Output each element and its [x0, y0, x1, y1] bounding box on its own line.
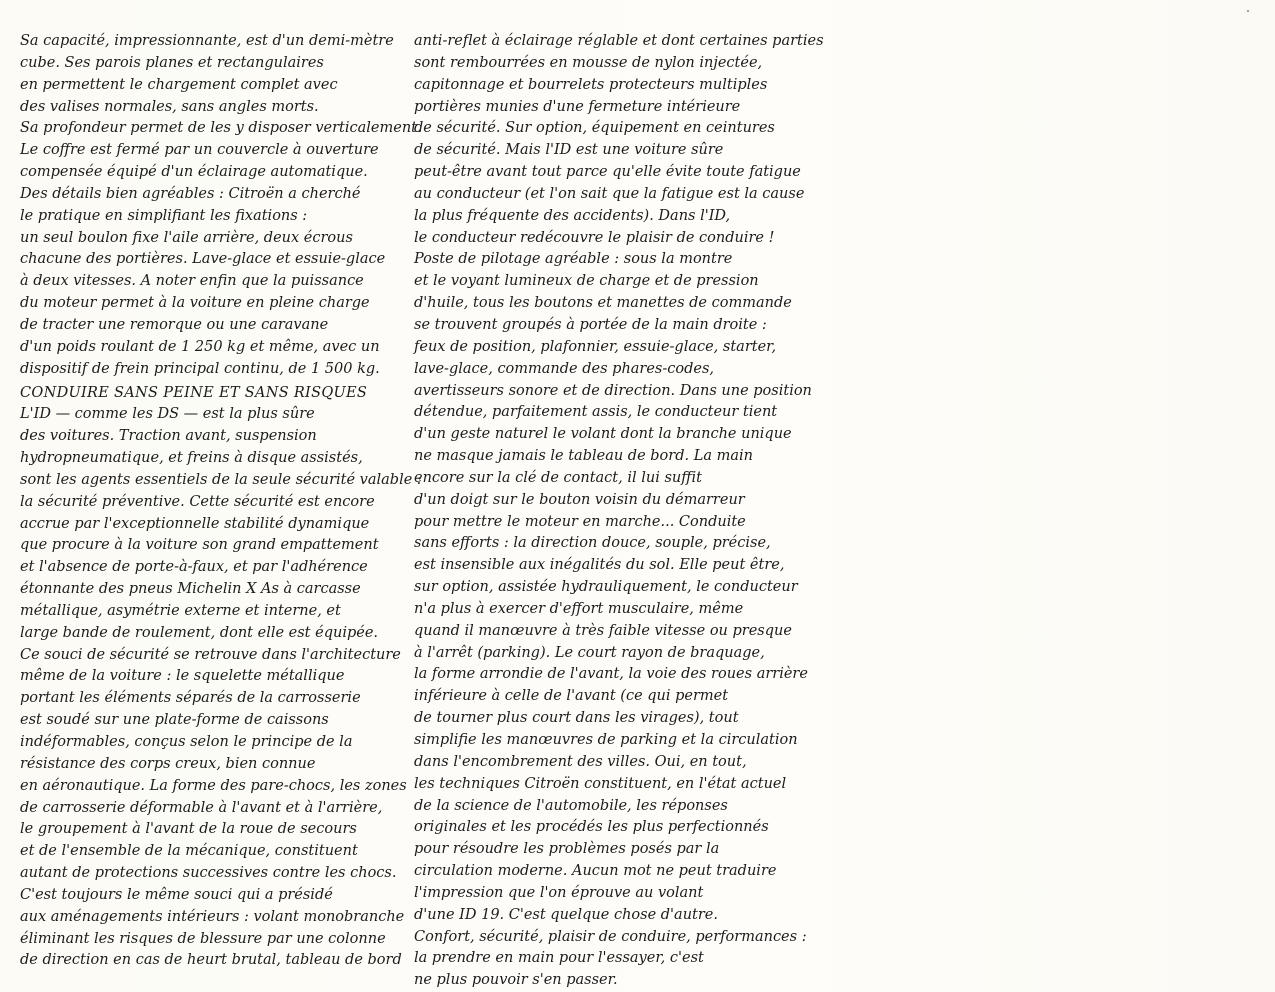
text-line: d'huile, tous les boutons et manettes de commande: [414, 295, 792, 312]
right-column-paragraph: [414, 31, 824, 992]
text-line: sans efforts : la direction douce, souple, précise,: [414, 535, 771, 552]
text-line: la plus fréquente des accidents). Dans l'ID,: [414, 207, 731, 224]
section-heading: CONDUIRE SANS PEINE ET SANS RISQUES: [20, 384, 368, 401]
text-line: Le coffre est fermé par un couvercle à ouverture: [20, 142, 379, 159]
left-column-paragraph: [20, 31, 422, 381]
text-line: étonnante des pneus Michelin X As à carcasse: [20, 581, 361, 598]
text-line: lave-glace, commande des phares-codes,: [414, 360, 715, 377]
text-line: se trouvent groupés à portée de la main droite :: [414, 316, 767, 333]
text-line: peut-être avant tout parce qu'elle évite toute fatigue: [414, 164, 801, 181]
text-line: de tracter une remorque ou une caravane: [20, 316, 329, 333]
text-line: la sécurité préventive. Cette sécurité est encore: [20, 493, 375, 510]
left-text-column: [20, 31, 422, 972]
text-line: de carrosserie déformable à l'avant et à l'arrière,: [20, 799, 383, 816]
text-line: quand il manœuvre à très faible vitesse ou presque: [414, 622, 792, 639]
text-line: et le voyant lumineux de charge et de pression: [414, 273, 759, 290]
text-line: Confort, sécurité, plaisir de conduire, performances :: [414, 928, 807, 945]
text-line: portant les éléments séparés de la carrosserie: [20, 690, 361, 707]
text-line: de sécurité. Mais l'ID est une voiture sûre: [414, 142, 724, 159]
text-line: au conducteur (et l'on sait que la fatigue est la cause: [414, 185, 805, 202]
text-line: dans l'encombrement des villes. Oui, en tout,: [414, 753, 747, 770]
text-line: indéformables, conçus selon le principe de la: [20, 734, 353, 750]
text-line: autant de protections successives contre les chocs.: [20, 865, 397, 882]
text-line: circulation moderne. Aucun mot ne peut traduire: [414, 863, 777, 880]
text-line: Sa profondeur permet de les y disposer verticalement.: [20, 120, 422, 137]
text-line: est insensible aux inégalités du sol. Elle peut être,: [414, 557, 785, 574]
text-line: compensée équipé d'un éclairage automatique.: [20, 164, 368, 181]
text-line: pour mettre le moteur en marche... Conduite: [414, 513, 746, 530]
text-line: C'est toujours le même souci qui a présidé: [20, 886, 333, 903]
text-line: de direction en cas de heurt brutal, tableau de bord: [20, 952, 402, 969]
text-line: des valises normales, sans angles morts.: [20, 98, 319, 115]
text-line: L'ID — comme les DS — est la plus sûre: [20, 406, 315, 423]
text-line: et l'absence de porte-à-faux, et par l'adhérence: [20, 559, 368, 576]
text-line: des voitures. Traction avant, suspension: [20, 428, 317, 445]
text-line: à l'arrêt (parking). Le court rayon de braquage,: [414, 644, 765, 661]
text-line: sont les agents essentiels de la seule sécurité valable :: [20, 471, 422, 488]
text-line: et de l'ensemble de la mécanique, constituent: [20, 843, 358, 860]
text-line: Ce souci de sécurité se retrouve dans l'architecture: [20, 646, 401, 663]
text-line: simplifie les manœuvres de parking et la circulation: [414, 732, 798, 748]
text-line: d'un geste naturel le volant dont la branche unique: [414, 426, 792, 443]
text-line: capitonnage et bourrelets protecteurs multiples: [414, 76, 768, 93]
text-line: en aéronautique. La forme des pare-chocs, les zones: [20, 777, 407, 794]
text-line: hydropneumatique, et freins à disque assistés,: [20, 450, 363, 467]
text-line: un seul boulon fixe l'aile arrière, deux écrous: [20, 229, 353, 246]
text-line: de la science de l'automobile, les réponses: [414, 797, 728, 814]
text-line: chacune des portières. Lave-glace et essuie-glace: [20, 251, 386, 268]
text-line: à deux vitesses. A noter enfin que la puissance: [20, 273, 364, 290]
text-line: Des détails bien agréables : Citroën a cherché: [20, 185, 361, 202]
text-line: cube. Ses parois planes et rectangulaires: [20, 54, 324, 71]
text-line: l'impression que l'on éprouve au volant: [414, 884, 704, 901]
text-line: les techniques Citroën constituent, en l'état actuel: [414, 775, 787, 792]
text-line: le groupement à l'avant de la roue de secours: [20, 821, 357, 838]
text-line: Sa capacité, impressionnante, est d'un demi-mètre: [20, 33, 394, 49]
text-line: du moteur permet à la voiture en pleine charge: [20, 295, 370, 312]
text-line: est soudé sur une plate-forme de caissons: [20, 712, 329, 729]
text-line: avertisseurs sonore et de direction. Dans une position: [414, 382, 812, 399]
text-line: portières munies d'une fermeture intérieure: [414, 98, 741, 115]
text-line: ne plus pouvoir s'en passer.: [414, 972, 618, 989]
text-line: ne masque jamais le tableau de bord. La main: [414, 448, 753, 465]
text-line: dispositif de frein principal continu, de 1 500 kg.: [20, 360, 380, 377]
text-line: même de la voiture : le squelette métallique: [20, 668, 345, 685]
text-line: originales et les procédés les plus perfectionnés: [414, 819, 769, 836]
text-line: inférieure à celle de l'avant (ce qui permet: [414, 688, 729, 705]
text-line: d'un poids roulant de 1 250 kg et même, avec un: [20, 338, 380, 355]
text-line: de tourner plus court dans les virages), tout: [414, 710, 739, 727]
right-text-column: [414, 31, 824, 992]
text-line: Poste de pilotage agréable : sous la montre: [414, 251, 733, 268]
text-line: feux de position, plafonnier, essuie-glace, starter,: [414, 338, 777, 355]
text-line: d'une ID 19. C'est quelque chose d'autre.: [414, 906, 718, 923]
text-line: accrue par l'exceptionnelle stabilité dynamique: [20, 515, 370, 532]
text-line: le conducteur redécouvre le plaisir de conduire !: [414, 229, 775, 246]
text-line: sont rembourrées en mousse de nylon injectée,: [414, 54, 763, 71]
text-line: n'a plus à exercer d'effort musculaire, même: [414, 600, 744, 617]
text-line: le pratique en simplifiant les fixations :: [20, 207, 308, 224]
text-line: de sécurité. Sur option, équipement en ceintures: [414, 120, 775, 137]
text-line: d'un doigt sur le bouton voisin du démarreur: [414, 491, 745, 508]
text-line: aux aménagements intérieurs : volant monobranche: [20, 908, 405, 925]
text-line: en permettent le chargement complet avec: [20, 76, 338, 93]
text-line: sur option, assistée hydrauliquement, le conducteur: [414, 579, 798, 596]
text-line: pour résoudre les problèmes posés par la: [414, 841, 720, 858]
text-line: détendue, parfaitement assis, le conducteur tient: [414, 404, 778, 421]
text-line: métallique, asymétrie externe et interne, et: [20, 602, 341, 619]
text-line: large bande de roulement, dont elle est équipée.: [20, 624, 379, 641]
text-line: éliminant les risques de blessure par une colonne: [20, 930, 386, 947]
left-column-paragraph-after-heading: [20, 404, 422, 972]
text-line: anti-reflet à éclairage réglable et dont certaines parties: [414, 33, 824, 49]
scan-speck: [1247, 10, 1249, 12]
text-line: résistance des corps creux, bien connue: [20, 755, 316, 772]
text-line: la forme arrondie de l'avant, la voie des roues arrière: [414, 666, 808, 683]
text-line: que procure à la voiture son grand empattement: [20, 537, 379, 554]
text-line: la prendre en main pour l'essayer, c'est: [414, 950, 704, 967]
text-line: encore sur la clé de contact, il lui suffit: [414, 469, 702, 486]
